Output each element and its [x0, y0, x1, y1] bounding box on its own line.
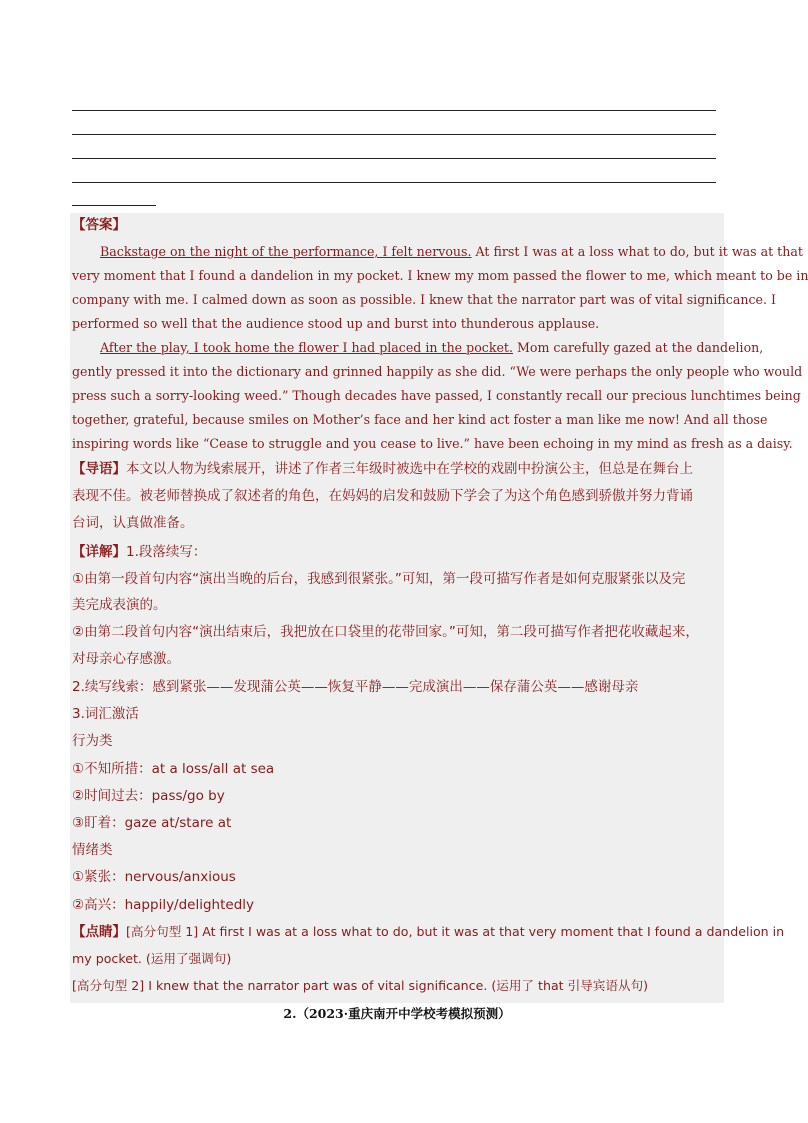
writing-line-4	[72, 182, 716, 183]
answer-p2-line5: inspiring words like “Cease to struggle and you cease to live.” have been echoing in my mind as fresh as a daisy.	[72, 436, 793, 451]
vocab-item-1: ①不知所措：at a loss/all at sea	[72, 761, 275, 777]
answer-p1-line3: company with me. I calmed down as soon as possible. I knew that the narrator part was of vital significance. I	[72, 292, 776, 307]
detail-item2-line1: ②由第二段首句内容“演出结束后，我把放在口袋里的花带回家。”可知，第二段可描写作者把花收藏起来，	[72, 624, 699, 640]
answer-p2-line1-rest: Mom carefully gazed at the dandelion,	[513, 340, 764, 355]
answer-p2-line1	[72, 336, 764, 360]
guide-line1	[72, 457, 722, 481]
vocab-head: 3.词汇激活	[72, 706, 139, 722]
answer-p2-line4: together, grateful, because smiles on Mother’s face and her kind act foster a man like me now! And all those	[72, 412, 768, 427]
next-question-heading: 2.（2023·重庆南开中学校考模拟预测）	[283, 1006, 511, 1021]
guide-line3: 台词，认真做准备。	[72, 515, 194, 531]
writing-line-1	[72, 110, 716, 111]
writing-line-3	[72, 158, 716, 159]
detail-tag: 【详解】	[72, 544, 126, 560]
answer-p1-line4: performed so well that the audience stood up and burst into thunderous applause.	[72, 316, 600, 331]
vocab-item-3: ③盯着：gaze at/stare at	[72, 815, 232, 831]
vocab-item-4: ①紧张：nervous/anxious	[72, 869, 236, 885]
detail-item1-line1: ①由第一段首句内容“演出当晚的后台，我感到很紧张。”可知，第一段可描写作者是如何克服紧张以及完	[72, 571, 686, 587]
answer-tag: 【答案】	[72, 217, 126, 233]
answer-p1-first-sentence: Backstage on the night of the performance, I felt nervous.	[100, 244, 472, 259]
tips-tag: 【点睛】	[72, 924, 126, 940]
answer-p1-line1-rest: At first I was at a loss what to do, but it was at that	[471, 244, 803, 259]
detail-item2-line2: 对母亲心存感激。	[72, 651, 180, 667]
answer-tag-row	[72, 213, 722, 237]
answer-p2-line3: press such a sorry-looking weed.” Though decades have passed, I constantly recall our precious lunchtimes being	[72, 388, 801, 403]
answer-p1-line2: very moment that I found a dandelion in my pocket. I knew my mom passed the flower to me, which meant to be in	[72, 268, 808, 283]
detail-item1-line2: 美完成表演的。	[72, 597, 167, 613]
guide-line2: 表现不佳。被老师替换成了叙述者的角色，在妈妈的启发和鼓励下学会了为这个角色感到骄傲并努力背诵	[72, 488, 693, 504]
vocab-item-2: ②时间过去：pass/go by	[72, 788, 225, 804]
vocab-item-5: ②高兴：happily/delightedly	[72, 897, 255, 913]
vocab-category-emotion: 情绪类	[72, 842, 113, 858]
guide-text-1: 本文以人物为线索展开，讲述了作者三年级时被选中在学校的戏剧中扮演公主，但总是在舞台上	[126, 461, 693, 477]
answer-p1-line1	[72, 240, 803, 264]
tips-sentence2: [高分句型 2] I knew that the narrator part was of vital significance. (运用了 that 引导宾语从句)	[72, 978, 649, 993]
detail-head	[72, 540, 722, 564]
tips-sentence1-line2: my pocket. (运用了强调句)	[72, 951, 232, 966]
vocab-category-behavior: 行为类	[72, 733, 113, 749]
tips-line1	[72, 920, 785, 944]
tips-sentence1-line1: [高分句型 1] At first I was at a loss what to do, but it was at that very moment that I found a dandelion in	[126, 924, 785, 939]
writing-line-2	[72, 134, 716, 135]
answer-p2-first-sentence: After the play, I took home the flower I had placed in the pocket.	[100, 340, 513, 355]
detail-head-text: 1.段落续写：	[126, 544, 207, 560]
answer-p2-line2: gently pressed it into the dictionary and grinned happily as she did. “We were perhaps the only people who would	[72, 364, 803, 379]
guide-tag: 【导语】	[72, 461, 126, 477]
detail-clue: 2.续写线索：感到紧张——发现蒲公英——恢复平静——完成演出——保存蒲公英——感谢母亲	[72, 679, 639, 695]
writing-line-5	[72, 205, 156, 206]
